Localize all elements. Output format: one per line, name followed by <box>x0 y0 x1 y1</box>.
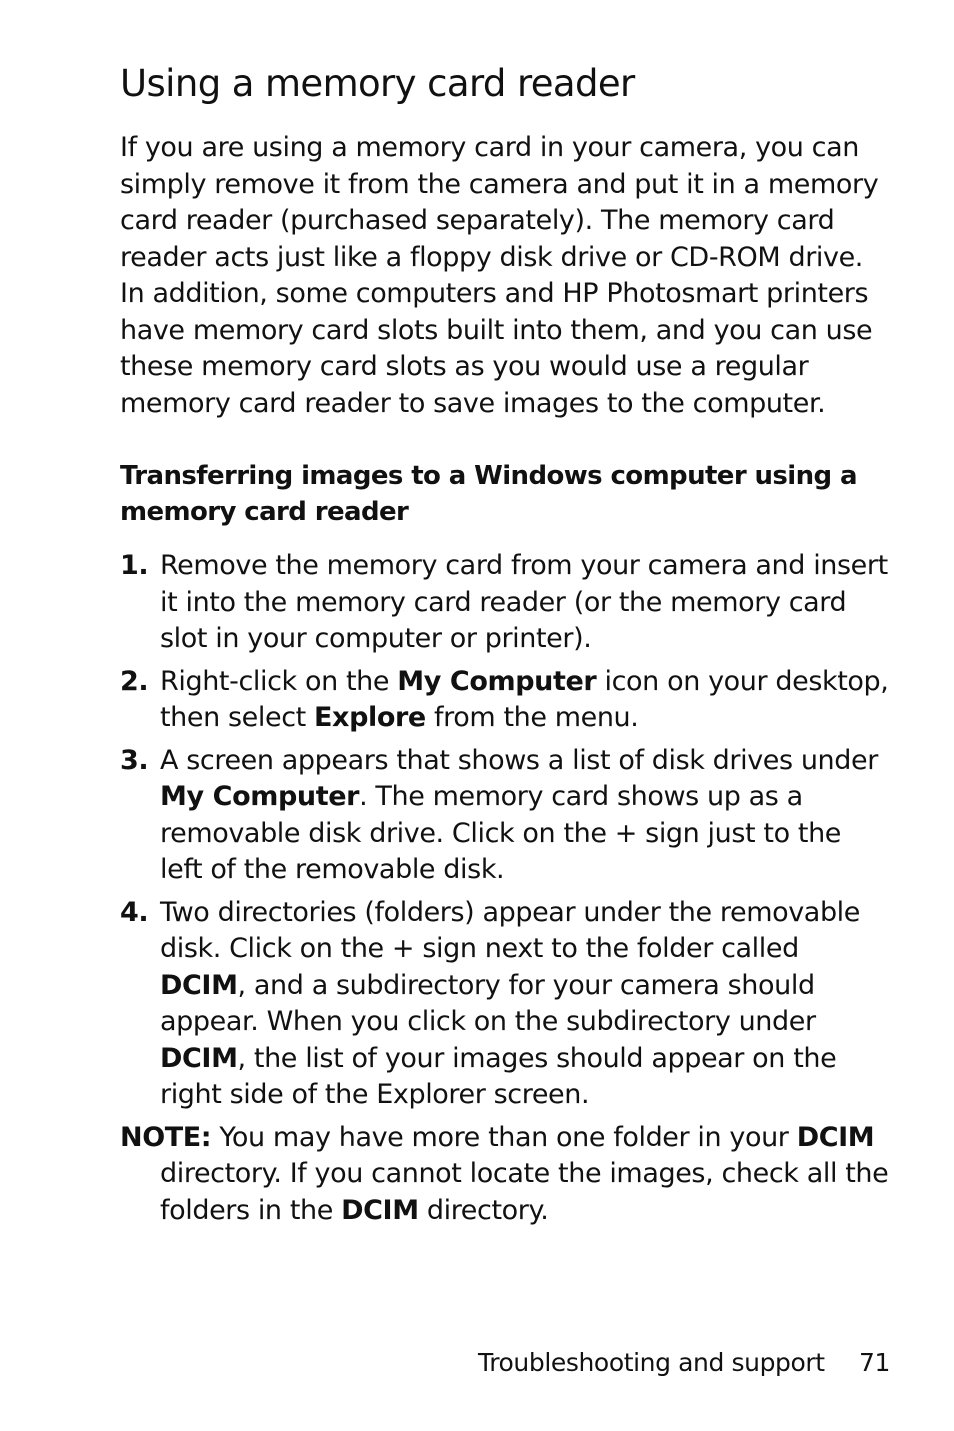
step-2 <box>120 664 890 737</box>
note-label: NOTE: <box>120 1121 212 1153</box>
page-number: 71 <box>858 1348 890 1377</box>
steps-list <box>120 548 890 1114</box>
note-text: directory. <box>418 1194 549 1226</box>
step-text: Right-click on the <box>160 665 398 697</box>
step-text: , the list of your images should appear on the right side of the Explorer screen. <box>160 1042 837 1111</box>
ui-term-my-computer: My Computer <box>397 665 597 697</box>
page-content <box>120 62 890 1229</box>
step-text: , and a subdirectory for your camera should appear. When you click on the subdirectory under <box>160 969 816 1038</box>
step-text: Remove the memory card from your camera and insert it into the memory card reader (or the memory card slot in your computer or printer). <box>160 550 888 655</box>
page-footer <box>478 1348 890 1377</box>
ui-term-explore: Explore <box>314 702 426 734</box>
step-1 <box>120 548 890 658</box>
note-text: directory. If you cannot locate the images, check all the folders in the <box>160 1158 889 1226</box>
ui-term-dcim: DCIM <box>160 1042 238 1074</box>
note-text: You may have more than one folder in your <box>211 1121 797 1153</box>
step-4 <box>120 895 890 1114</box>
step-3 <box>120 743 890 889</box>
step-number: 4. <box>120 896 149 928</box>
ui-term-dcim: DCIM <box>160 969 238 1001</box>
step-text: Two directories (folders) appear under the removable disk. Click on the + sign next to the folder called <box>160 896 861 965</box>
ui-term-dcim: DCIM <box>796 1121 875 1153</box>
ui-term-my-computer: My Computer <box>160 781 360 813</box>
intro-paragraph: If you are using a memory card in your camera, you can simply remove it from the camera and put it in a memory card reader (purchased separately). The memory card reader acts just like a floppy disk drive or CD-ROM drive. In addition, some computers and HP Photosmart printers have memory card slots built into them, and you can use these memory card slots as you would use a regular memory card reader to save images to the computer. <box>120 132 879 419</box>
step-text: . The memory card shows up as a removable disk drive. Click on the + sign just to the left of the removable disk. <box>160 781 841 886</box>
footer-section-title: Troubleshooting and support <box>478 1348 825 1377</box>
note-paragraph <box>120 1120 890 1230</box>
step-text: A screen appears that shows a list of disk drives under <box>160 744 878 776</box>
ui-term-dcim: DCIM <box>341 1194 419 1226</box>
step-number: 3. <box>120 744 149 776</box>
section-subheading: Transferring images to a Windows computer using a memory card reader <box>120 461 857 528</box>
page-title: Using a memory card reader <box>120 62 635 105</box>
step-number: 1. <box>120 550 149 582</box>
step-number: 2. <box>120 665 149 697</box>
step-text: from the menu. <box>425 702 639 734</box>
step-text: icon on your desktop, then select <box>160 665 889 734</box>
